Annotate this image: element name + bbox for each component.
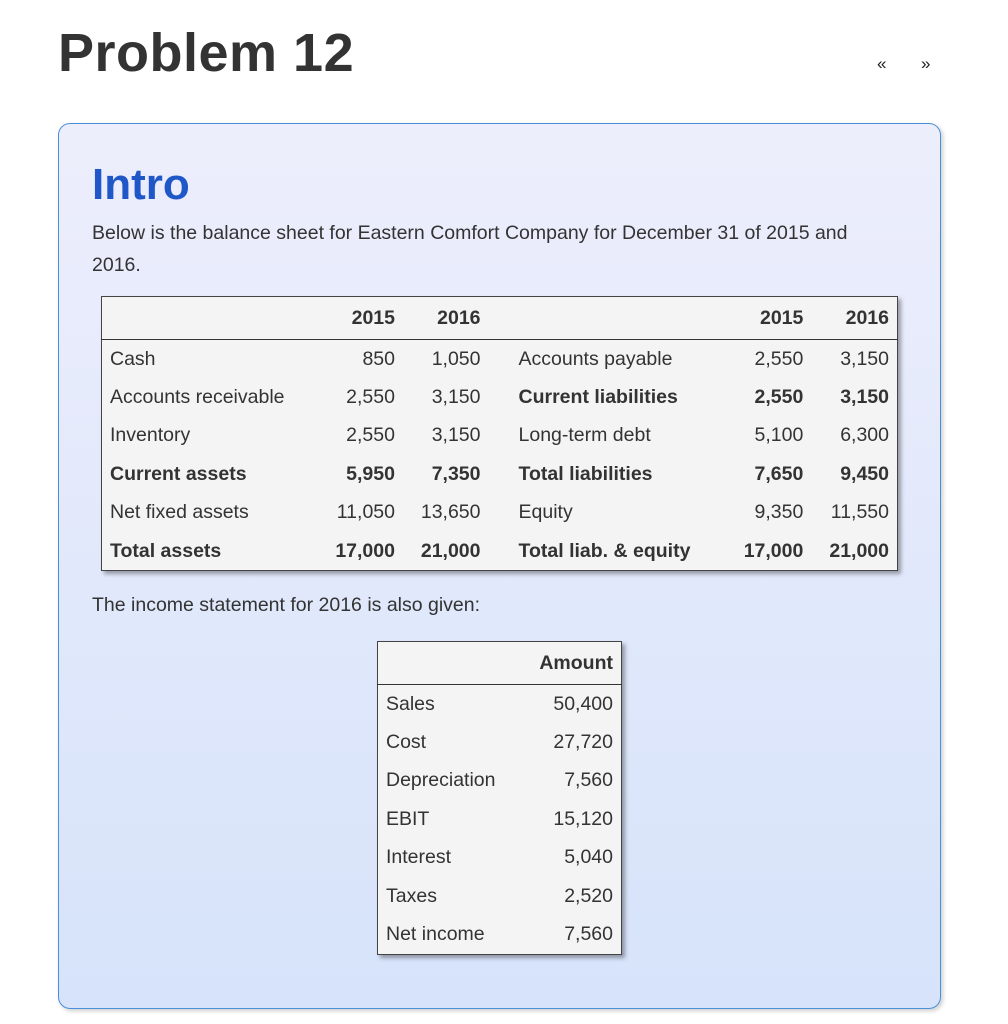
cell-value: 5,950: [346, 462, 395, 485]
column-header: 2015: [726, 297, 812, 340]
row-label: Inventory: [110, 424, 191, 447]
cell-value: 850: [362, 347, 395, 370]
column-header: Amount: [520, 642, 622, 685]
row-label: Accounts payable: [518, 347, 673, 370]
cell-value: 2,550: [754, 386, 804, 409]
row-label: Total liabilities: [518, 462, 653, 485]
table-row: [102, 455, 898, 493]
table-row: [102, 532, 898, 571]
cell-value: 5,040: [564, 846, 613, 869]
column-header: 2016: [811, 297, 897, 340]
cell-value: 15,120: [553, 807, 613, 830]
cell-value: 3,150: [840, 386, 889, 409]
column-header: 2016: [403, 297, 489, 340]
cell-value: 5,100: [754, 424, 804, 447]
table-row: [102, 378, 898, 416]
column-header: [378, 642, 520, 685]
cell-value: 9,350: [754, 501, 804, 524]
cell-value: 13,650: [420, 501, 481, 524]
table-row: [378, 915, 622, 954]
row-label: Total liab. & equity: [518, 539, 691, 562]
intro-card: [58, 123, 941, 1009]
cell-value: 11,550: [830, 501, 889, 524]
cell-value: 7,350: [431, 462, 481, 485]
row-label: Current liabilities: [518, 386, 678, 409]
row-label: Taxes: [386, 884, 437, 907]
cell-value: 11,050: [336, 501, 395, 524]
table-row: [102, 494, 898, 532]
balance-sheet-table: [101, 296, 898, 571]
cell-value: 21,000: [829, 539, 889, 562]
next-problem-icon[interactable]: »: [921, 54, 927, 73]
row-label: Depreciation: [386, 769, 496, 792]
cell-value: 6,300: [840, 424, 889, 447]
cell-value: 7,560: [564, 923, 613, 946]
cell-value: 27,720: [553, 731, 613, 754]
row-label: Sales: [386, 692, 435, 715]
table-header-row: [378, 642, 622, 685]
column-header: [489, 297, 726, 340]
row-label: Long-term debt: [518, 424, 651, 447]
row-label: Cash: [110, 347, 156, 370]
row-label: Current assets: [110, 462, 247, 485]
table-row: [102, 340, 898, 379]
row-label: EBIT: [386, 807, 430, 830]
table-row: [378, 685, 622, 724]
table-row: [378, 800, 622, 838]
cell-value: 50,400: [553, 692, 613, 715]
cell-value: 7,650: [754, 462, 804, 485]
intro-description: Below is the balance sheet for Eastern Comfort Company for December 31 of 2015 and 2016.: [92, 222, 848, 276]
income-statement-intro: The income statement for 2016 is also given:: [92, 594, 481, 616]
intro-heading: Intro: [92, 160, 190, 209]
table-row: [378, 877, 622, 915]
column-header: 2015: [317, 297, 403, 340]
column-header: [102, 297, 318, 340]
cell-value: 7,560: [564, 769, 613, 792]
table-header-row: [102, 297, 898, 340]
cell-value: 2,550: [754, 347, 804, 370]
cell-value: 3,150: [431, 386, 481, 409]
cell-value: 17,000: [743, 539, 804, 562]
previous-problem-icon[interactable]: «: [877, 54, 883, 73]
page-title: Problem 12: [58, 23, 355, 83]
row-label: Equity: [518, 501, 573, 524]
row-label: Interest: [386, 846, 452, 869]
cell-value: 3,150: [431, 424, 481, 447]
cell-value: 9,450: [840, 462, 889, 485]
cell-value: 2,550: [346, 386, 395, 409]
row-label: Net fixed assets: [110, 501, 249, 524]
row-label: Net income: [386, 923, 485, 946]
table-row: [378, 762, 622, 800]
cell-value: 1,050: [431, 347, 481, 370]
cell-value: 2,520: [564, 884, 613, 907]
row-label: Accounts receivable: [110, 386, 285, 409]
table-row: [102, 417, 898, 455]
table-row: [378, 839, 622, 877]
row-label: Cost: [386, 731, 427, 754]
row-label: Total assets: [110, 539, 222, 562]
cell-value: 21,000: [420, 539, 481, 562]
income-statement-table: [377, 641, 622, 955]
cell-value: 17,000: [335, 539, 395, 562]
cell-value: 2,550: [346, 424, 395, 447]
cell-value: 3,150: [840, 347, 889, 370]
table-row: [378, 723, 622, 761]
